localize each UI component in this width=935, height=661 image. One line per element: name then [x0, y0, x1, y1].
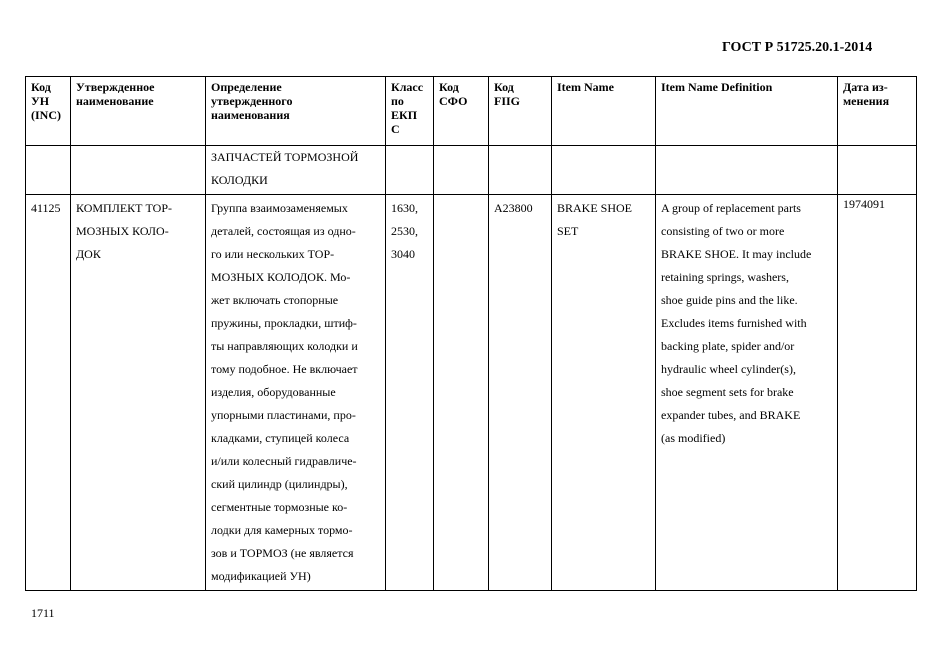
cell-sfo: [434, 195, 489, 591]
table-header-row: [26, 77, 917, 146]
table-row: [26, 195, 917, 591]
nomenclature-table: [25, 76, 917, 591]
cell-inc: 41125: [26, 195, 71, 591]
standard-designation: ГОСТ Р 51725.20.1-2014: [722, 40, 873, 55]
page-number: 1711: [31, 606, 55, 620]
cell-inc: [26, 146, 71, 195]
cell-approved-name: [71, 146, 206, 195]
cell-fiig: A23800: [489, 195, 552, 591]
cell-item-name: BRAKE SHOE SET: [552, 195, 656, 591]
cell-change-date: [838, 146, 917, 195]
col-header-item-name-definition: Item Name Definition: [656, 77, 838, 146]
col-header-approved-name: Утвержденное наименование: [71, 77, 206, 146]
cell-definition: ЗАПЧАСТЕЙ ТОРМОЗНОЙ КОЛОДКИ: [206, 146, 386, 195]
cell-class: [386, 146, 434, 195]
cell-item-name-definition: A group of replacement parts consisting of two or more BRAKE SHOE. It may include retaining springs, washers, shoe guide pins and the like. Excludes items furnished with backing plate, spider and/or hydraulic wheel cylinder(s), shoe segment sets for brake expander tubes, and BRAKE (as modified): [656, 195, 838, 591]
cell-class: 1630, 2530, 3040: [386, 195, 434, 591]
col-header-class: Класс по ЕКП С: [386, 77, 434, 146]
col-header-item-name: Item Name: [552, 77, 656, 146]
table-row-continuation: [26, 146, 917, 195]
col-header-change-date: Дата из- менения: [838, 77, 917, 146]
cell-item-name-definition: [656, 146, 838, 195]
col-header-fiig: Код FIIG: [489, 77, 552, 146]
cell-approved-name: КОМПЛЕКТ ТОР- МОЗНЫХ КОЛО- ДОК: [71, 195, 206, 591]
cell-fiig: [489, 146, 552, 195]
col-header-definition: Определение утвержденного наименования: [206, 77, 386, 146]
cell-definition: Группа взаимозаменяемых деталей, состоящая из одно- го или нескольких ТОР- МОЗНЫХ КОЛОДОК. Мо- жет включать стопорные пружины, прокладки, штиф- ты направляющих колодки и тому подобное. Не включает изделия, оборудованные упорными пластинами, про- кладками, ступицей колеса и/или колесный гидравличе- ский цилиндр (цилиндры), сегментные тормозные ко- лодки для камерных тормо- зов и ТОРМОЗ (не является модификацией УН): [206, 195, 386, 591]
col-header-sfo: Код СФО: [434, 77, 489, 146]
col-header-inc: Код УН (INC): [26, 77, 71, 146]
cell-sfo: [434, 146, 489, 195]
cell-change-date: 1974091: [838, 195, 917, 591]
cell-item-name: [552, 146, 656, 195]
